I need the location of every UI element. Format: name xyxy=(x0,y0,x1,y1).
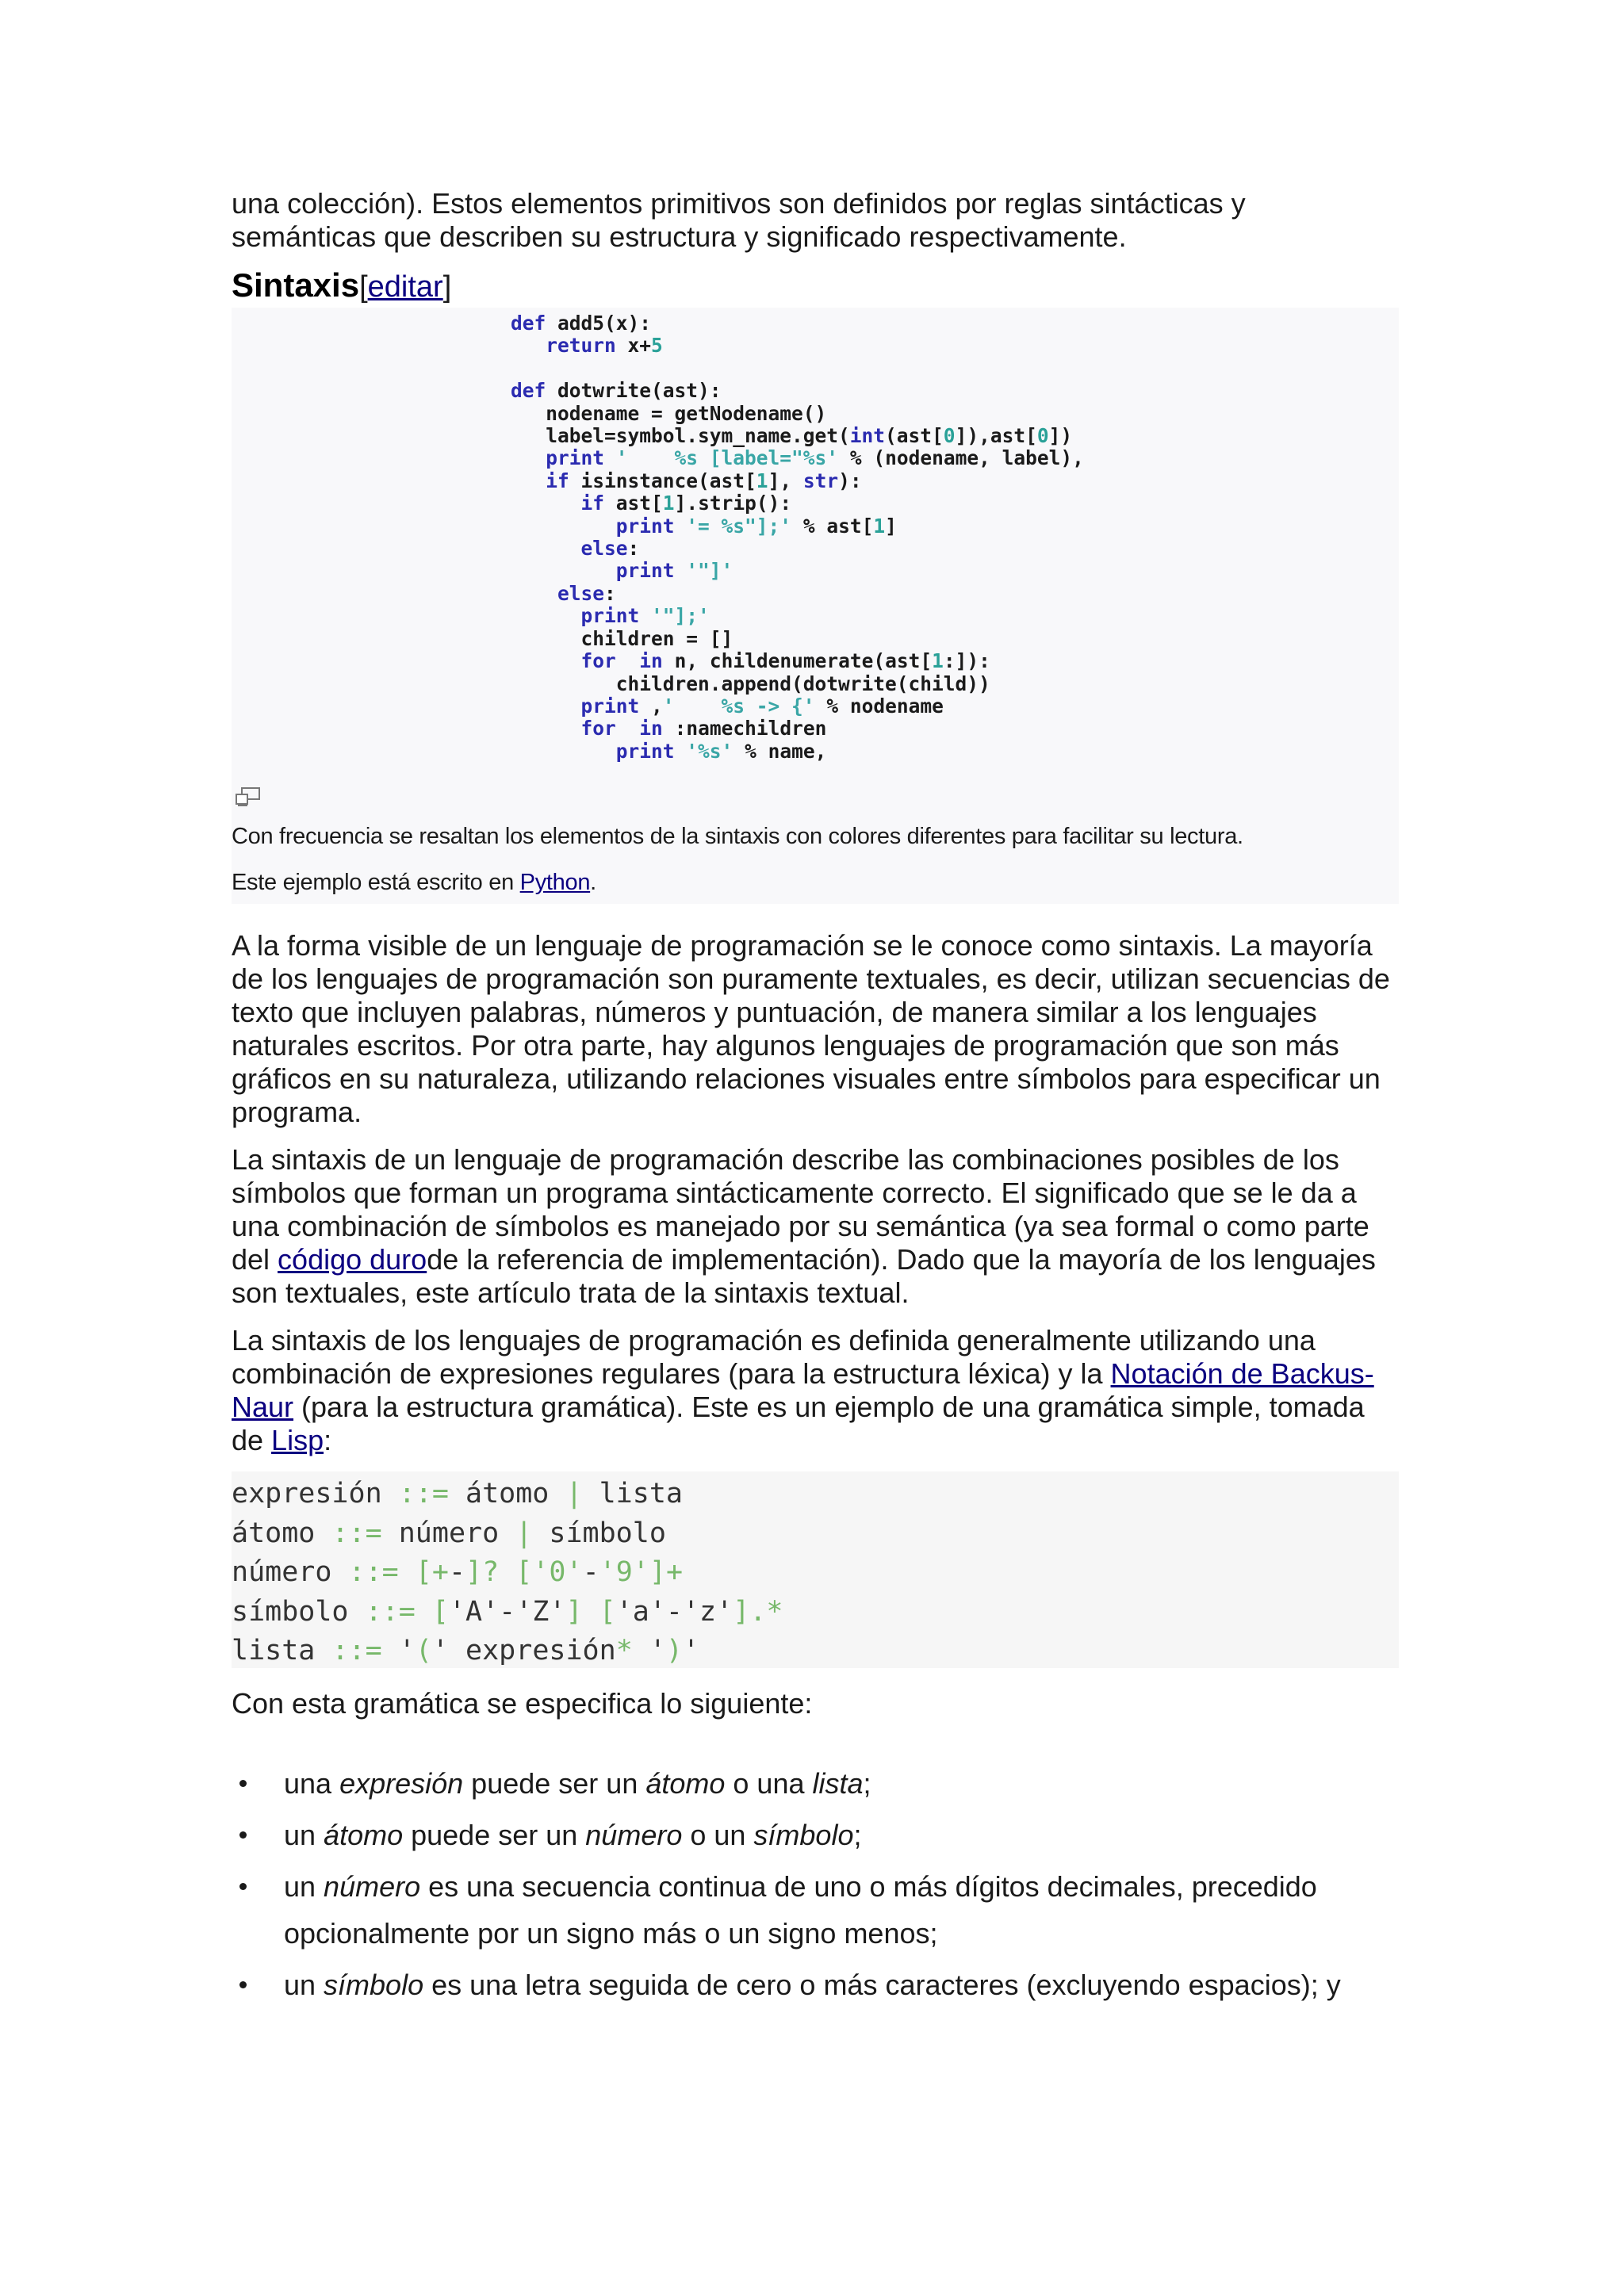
bullet-dot xyxy=(239,1981,247,1988)
emphasis-term: expresión xyxy=(339,1767,464,1800)
section-title: Sintaxis xyxy=(232,266,360,304)
code-line: children.append(dotwrite(child)) xyxy=(511,672,990,695)
edit-section-link[interactable]: editar xyxy=(367,270,443,304)
python-link[interactable]: Python xyxy=(519,870,591,895)
code-line: if ast[1].strip(): xyxy=(580,492,792,515)
grammar-line: lista ::= '(' expresión* ')' xyxy=(232,1635,700,1667)
intro-line-2: semánticas que describen su estructura y significado respectivamente. xyxy=(232,220,1127,253)
code-line: print '= %s"];' % ast[1] xyxy=(615,514,897,538)
emphasis-term: símbolo xyxy=(324,1969,424,2001)
emphasis-term: átomo xyxy=(324,1819,404,1851)
grammar-line: expresión ::= átomo | lista xyxy=(232,1478,683,1510)
bullet-dot xyxy=(239,1883,247,1890)
intro-paragraph xyxy=(232,187,1399,254)
figure-caption-1: Con frecuencia se resaltan los elementos de la sintaxis con colores diferentes para facilitar su lectura. xyxy=(232,824,1243,849)
grammar-line: número ::= [+-]? ['0'-'9']+ xyxy=(232,1556,684,1588)
code-line: print '"];' xyxy=(580,604,710,628)
code-line: for in :namechildren xyxy=(580,717,827,740)
p2-suffix: de la referencia de implementación). Dado que la mayoría de los lenguajes son textuales, este artículo trata de la sintaxis textual. xyxy=(232,1243,1376,1309)
code-line: print '"]' xyxy=(615,559,733,583)
bullet-dot xyxy=(239,1780,247,1787)
code-line: for in n, childenumerate(ast[1:]): xyxy=(580,649,990,673)
code-line: children = [] xyxy=(511,626,733,650)
edit-bracket-open: [ xyxy=(359,270,368,304)
lisp-link[interactable]: Lisp xyxy=(271,1424,324,1456)
p3-middle: (para la estructura gramática). Este es un ejemplo de una gramática simple, tomada de xyxy=(232,1391,1365,1456)
article-page xyxy=(232,187,1399,2013)
emphasis-term: número xyxy=(324,1870,421,1903)
python-code-image xyxy=(511,312,1084,763)
grammar-rules-list xyxy=(232,1760,1399,2008)
code-line: else: xyxy=(580,537,640,561)
section-heading-sintaxis xyxy=(232,265,1399,308)
code-line: return x+5 xyxy=(546,334,663,358)
code-line: nodename = getNodename() xyxy=(511,401,827,425)
figure-caption-2 xyxy=(232,869,596,896)
body-section xyxy=(232,929,1399,1457)
code-line: print ' %s [label="%s' % (nodename, label), xyxy=(546,446,1084,470)
paragraph-syntax-semantics xyxy=(232,1143,1399,1310)
code-line: print ,' %s -> {' % nodename xyxy=(580,694,944,718)
emphasis-term: número xyxy=(585,1819,683,1851)
paragraph-syntax-intro: A la forma visible de un lenguaje de programación se le conoce como sintaxis. La mayoría de los lenguajes de programación son puramente textuales, es decir, utilizan secuencias de texto que incluyen palabras, números y puntuación, de manera similar a los lenguajes naturales escritos. Por otra parte, hay algunos lenguajes de programación que son más gráficos en su naturaleza, utilizando relaciones visuales entre símbolos para especificar un programa. xyxy=(232,929,1390,1128)
edit-bracket-close: ] xyxy=(442,270,452,304)
p2-prefix: La sintaxis de un lenguaje de programación describe las combinaciones posibles de los símbolos que forman un programa sintácticamente correcto. El significado que se le da a una combinación de símbolos es manejado por su semántica (ya sea formal o como parte del xyxy=(232,1143,1369,1276)
emphasis-term: átomo xyxy=(645,1767,726,1800)
code-line: label=symbol.sym_name.get(int(ast[0]),ast[0]) xyxy=(511,424,1073,448)
bullet-dot xyxy=(239,1831,247,1839)
list-item: un átomo puede ser un número o un símbolo; xyxy=(232,1812,1399,1858)
p3-suffix: : xyxy=(324,1424,332,1456)
code-line: print '%s' % name, xyxy=(615,739,827,763)
code-line: else: xyxy=(557,581,616,605)
backus-naur-link[interactable]: Notación de Backus-Naur xyxy=(232,1357,1374,1423)
code-line: def add5(x): xyxy=(511,312,652,335)
code-line: def dotwrite(ast): xyxy=(511,379,722,403)
intro-line-1: una colección). Estos elementos primitivos son definidos por reglas sintácticas y xyxy=(232,187,1246,220)
code-figure xyxy=(232,308,1399,904)
codigo-duro-link[interactable]: código duro xyxy=(278,1243,427,1276)
emphasis-term: lista xyxy=(812,1767,864,1800)
p3-prefix: La sintaxis de los lenguajes de programación es definida generalmente utilizando una combinación de expresiones regulares (para la estructura léxica) y la xyxy=(232,1324,1316,1390)
enlarge-icon[interactable] xyxy=(235,786,262,807)
emphasis-term: símbolo xyxy=(753,1819,854,1851)
grammar-summary-intro: Con esta gramática se especifica lo siguiente: xyxy=(232,1687,813,1720)
list-item: un número es una secuencia continua de uno o más dígitos decimales, precedido opcionalmente por un signo más o un signo menos; xyxy=(232,1863,1399,1957)
paragraph-grammar-intro xyxy=(232,1324,1399,1457)
code-line: if isinstance(ast[1], str): xyxy=(546,469,862,492)
grammar-line: símbolo ::= ['A'-'Z'] ['a'-'z'].* xyxy=(232,1595,783,1628)
grammar-line: átomo ::= número | símbolo xyxy=(232,1517,666,1549)
list-item: un símbolo es una letra seguida de cero o más caracteres (excluyendo espacios); y xyxy=(232,1961,1399,2008)
list-item: una expresión puede ser un átomo o una lista; xyxy=(232,1760,1399,1807)
grammar-code-block xyxy=(232,1471,1399,1668)
caption-2-suffix: . xyxy=(590,870,596,895)
caption-2-prefix: Este ejemplo está escrito en xyxy=(232,870,520,895)
